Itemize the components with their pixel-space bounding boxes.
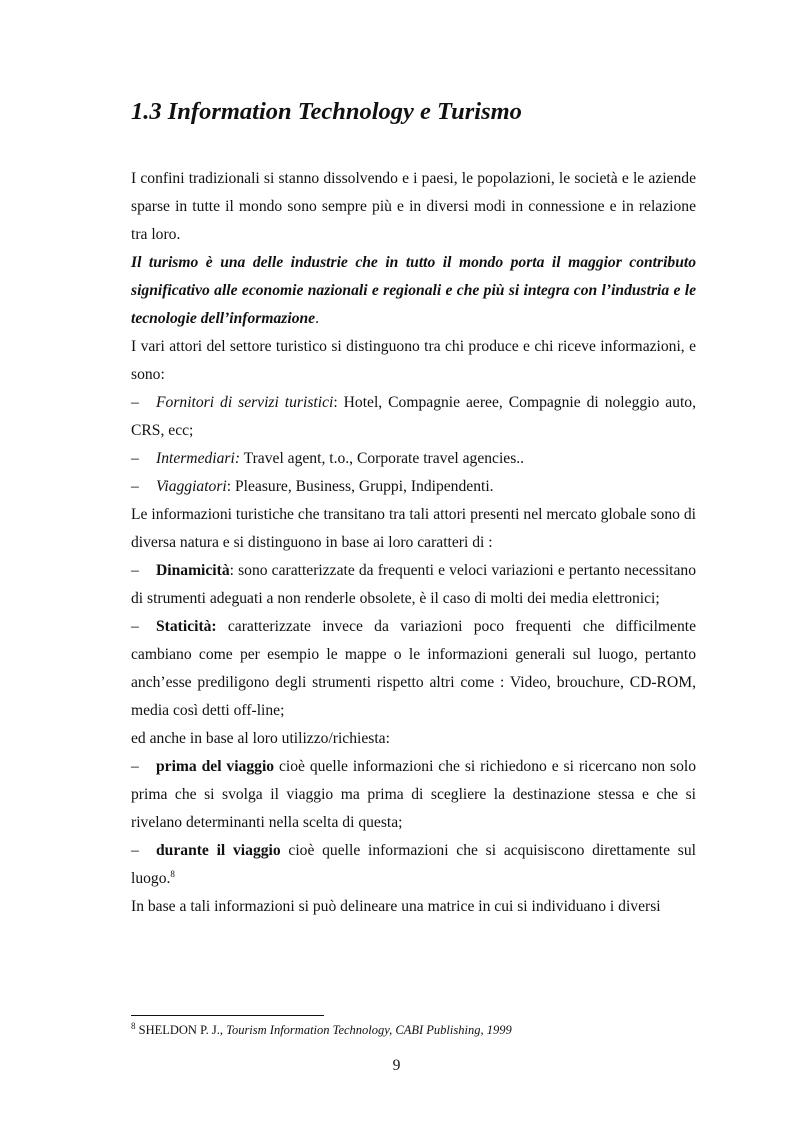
footnote-reference[interactable]: 8 (170, 868, 175, 879)
list-item-text: : sono caratterizzate da frequenti e veloci variazioni e pertanto necessitano di strumenti adeguati a non renderle obsolete, è il caso di molti dei media elettronici; (131, 562, 696, 607)
dash-marker: – (131, 478, 139, 495)
list-item-term: Staticità: (156, 618, 217, 635)
dash-marker: – (131, 618, 139, 635)
dash-marker: – (131, 450, 139, 467)
list-item-text: : Pleasure, Business, Gruppi, Indipendenti. (226, 478, 494, 495)
paragraph-emphasis (131, 249, 696, 333)
footnote (131, 1022, 512, 1038)
footnote-separator (131, 1015, 324, 1016)
list-item-term: Dinamicità (156, 562, 230, 579)
list-item-dynamicity (131, 557, 696, 613)
paragraph-characters-intro: Le informazioni turistiche che transitano tra tali attori presenti nel mercato globale sono di diversa natura e si distinguono in base ai loro caratteri di : (131, 506, 696, 551)
dash-marker: – (131, 394, 139, 411)
list-item-text: cioè quelle informazioni che si acquisiscono direttamente sul luogo. (131, 842, 696, 887)
emphasis-text: Il turismo è una delle industrie che in tutto il mondo porta il maggior contributo significativo alle economie nazionali e regionali e che più si integra con l’industria e le tecnologie dell’informazione (131, 254, 696, 327)
list-item-actor-travellers (131, 473, 696, 501)
paragraph-actors-intro: I vari attori del settore turistico si distinguono tra chi produce e chi riceve informazioni, e sono: (131, 338, 696, 383)
list-item-before-trip (131, 753, 696, 837)
list-item-text: Travel agent, t.o., Corporate travel agencies.. (240, 450, 525, 467)
list-item-text: cioè quelle informazioni che si richiedono e si ricercano non solo prima che si svolga il viaggio ma prima di scegliere la destinazione stessa e che si rivelano determinanti nella scelta di questa; (131, 758, 696, 831)
list-item-text: caratterizzate invece da variazioni poco frequenti che difficilmente cambiano come per esempio le mappe o le informazioni generali sul luogo, pertanto anch’esse prediligono degli strumenti rispetto altri come : Video, brouchure, CD-ROM, media così detti off-line; (131, 618, 696, 719)
list-item-staticity (131, 613, 696, 725)
paragraph-matrix: In base a tali informazioni si può delineare una matrice in cui si individuano i diversi (131, 898, 661, 915)
list-item-term: Intermediari: (156, 450, 241, 467)
list-item-actor-providers (131, 389, 696, 445)
dash-marker: – (131, 842, 139, 859)
footnote-mark: 8 (131, 1020, 136, 1031)
list-item-term: Viaggiatori (156, 478, 227, 495)
section-title: 1.3 Information Technology e Turismo (131, 98, 522, 125)
paragraph-intro: I confini tradizionali si stanno dissolvendo e i paesi, le popolazioni, le società e le aziende sparse in tutte il mondo sono sempre più e in diversi modi in connessione e in relazione tra loro. (131, 170, 696, 243)
dash-marker: – (131, 758, 139, 775)
paragraph-usage-intro: ed anche in base al loro utilizzo/richiesta: (131, 730, 390, 747)
list-item-text: : Hotel, Compagnie aeree, Compagnie di noleggio auto, CRS, ecc; (131, 394, 697, 439)
list-item-term: prima del viaggio (156, 758, 275, 775)
list-item-term: Fornitori di servizi turistici (156, 394, 334, 411)
emphasis-tail: . (315, 310, 319, 327)
footnote-author: SHELDON P. J., (135, 1023, 227, 1037)
footnote-work: Tourism Information Technology, CABI Publishing, 1999 (226, 1023, 512, 1037)
page-number: 9 (392, 1057, 401, 1074)
list-item-during-trip (131, 837, 696, 893)
list-item-term: durante il viaggio (156, 842, 281, 859)
dash-marker: – (131, 562, 139, 579)
body-text (131, 165, 696, 921)
list-item-actor-intermediaries (131, 445, 696, 473)
